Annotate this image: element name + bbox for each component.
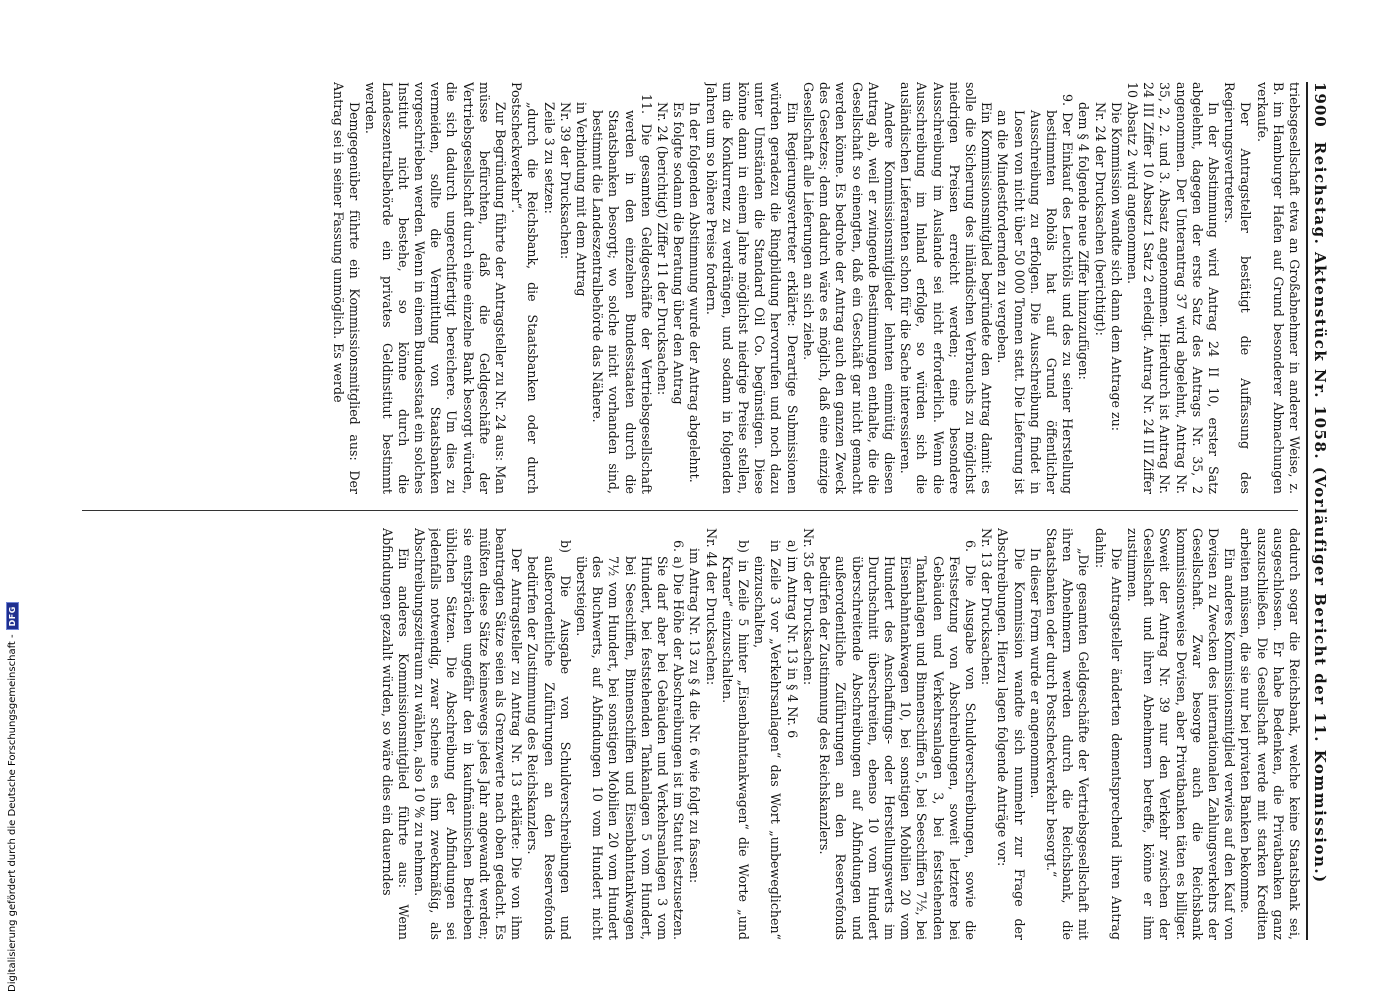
paragraph: a) im Antrag Nr. 13 in § 4 Nr. 6: [784, 540, 800, 739]
paragraph: Zeile 3 zu setzen:: [541, 102, 557, 214]
rotated-page: [76, 82, 1338, 940]
paragraph: Nr. 13 der Drucksachen:: [979, 528, 995, 686]
paragraph: Der Antragsteller bestätigt die Auffassung des Regierungsvertreters.: [1222, 82, 1254, 494]
paragraph: b) Die Ausgabe von Schuldverschreibungen und außerordentliche Zuführungen an den Reservefonds bedürfen der Zustimmung des Reichskanzlers.: [525, 540, 573, 940]
paragraph: Ein Kommissionsmitglied begründete den Antrag damit: es solle die Sicherung des inländischen Verbrauchs zu möglichst niedrigen Preisen erreicht werden; eine besondere Ausschreibung im Auslande sei nicht erforderlich. Wenn die Ausschreibung im Inland erfolge, so würden sich die ausländischen Lieferanten schon für die Sache interessieren.: [898, 82, 995, 494]
paragraph: Zur Begründung führte der Antragsteller zu Nr. 24 aus: Man müsse befürchten, daß die Geldgeschäfte der Vertriebsgesellschaft durch eine einzelne Bank besorgt würden, die sich dadurch ungerechtfertigt bereichere. Um dies zu vermeiden, sollte die Vermittlung von Staatsbanken vorgeschrieben werden. Wenn in einem Bundesstaat ein solches Institut nicht bestehe, so könne durch die Landeszentralbehörde ein privates Geldinstitut bestimmt werden.: [363, 82, 509, 494]
left-column: [80, 82, 1302, 494]
paragraph: In dieser Form wurde er angenommen.: [1027, 548, 1043, 799]
paragraph: Nr. 39 der Drucksachen:: [557, 102, 573, 260]
right-column: [80, 528, 1302, 940]
paragraph: triebsgesellschaft etwa an Großabnehmer in anderer Weise, z. B. im Hamburger Hafen auf Grund besonderer Abmachungen verkaufe.: [1254, 82, 1302, 494]
paragraph: Ein Regierungsvertreter erklärte: Derartige Submissionen würden geradezu die Ringbildung hervorrufen und noch dazu unter Umständen die Standard Oil Co. begünstigen. Diese könne dann in einem Jahre möglichst niedrige Preise stellen, um die Konkurrenz zu verdrängen, und sodann in folgenden Jahren um so höhere Preise fordern.: [703, 82, 800, 494]
page-number: 1900: [1311, 82, 1330, 128]
paragraph: 6. Die Ausgabe von Schuldverschreibungen, sowie die Festsetzung von Abschreibungen, soweit letztere bei Gebäuden und Verkehrsanlagen 3, bei feststehenden Tankanlagen und Binnenschiffen 5, bei Seeschiffen 7½, bei Eisenbahntankwagen 10, bei sonstigen Mobilien 20 vom Hundert des Anschaffungs- oder Herstellungswerts im Durchschnitt überschreiten, ebenso 10 vom Hundert überschreitende Abschreibungen auf Abfindungen und außerordentliche Zuführungen an den Reservefonds bedürfen der Zustimmung des Reichskanzlers.: [817, 540, 978, 940]
paragraph: „durch die Reichsbank, die Staatsbanken oder durch Postscheckverkehr“.: [509, 82, 541, 494]
paragraph: Der Antragsteller zu Antrag Nr. 13 erklärte: Die von ihm beantragten Sätze seien als Grenzwerte nach oben gedacht. Es müßten diese Sätze keineswegs jedes Jahr angewandt werden; sie entsprächen ungefähr den in kaufmännischen Betrieben üblichen Sätzen. Die Abschreibung der Abfindungen sei jedenfalls notwendig, zwar scheine es ihm zweckmäßig, als Abschreibungszeitraum zu wählen, also 10 % zu nehmen.: [412, 528, 525, 940]
paragraph: Ein anderes Kommissionsmitglied verwies auf den Kauf von Devisen zu Zwecken des internationalen Zahlungsverkehrs der Gesellschaft. Zwar besorge auch die Reichsbank kommissionsweise Devisen, aber Privatbanken täten es billiger. Soweit der Antrag Nr. 39 nur den Verkehr zwischen der Gesellschaft und ihren Abnehmern betreffe, könne er ihm zustimmen.: [1124, 528, 1238, 940]
paragraph: Andere Kommissionsmitglieder lehnten einmütig diesen Antrag ab, weil er zwingende Bestimmungen enthalte, die die Gesellschaft so einengten, daß ein Geschäft gar nicht gemacht werden könne. Es bedrohe der Antrag auch den ganzen Zweck des Gesetzes; denn dadurch wäre es möglich, daß eine einzige Gesellschaft alle Lieferungen an sich ziehe.: [800, 82, 897, 494]
paragraph: 11. Die gesamten Geldgeschäfte der Vertriebsgesellschaft werden in den einzelnen Bundesstaaten durch die Staatsbanken besorgt; wo solche nicht vorhanden sind, bestimmt die Landeszentralbehörde das Nähere.: [590, 94, 654, 494]
paragraph: in Zeile 3 vor „Verkehrsanlagen“ das Wort „unbeweglichen“ einzuschalten,: [752, 540, 784, 940]
paragraph: In der folgenden Abstimmung wurde der Antrag abgelehnt.: [687, 102, 703, 483]
paragraph: Ein anderes Kommissionsmitglied führte aus: Wenn Abfindungen gezahlt würden, so wäre dies ein dauerndes: [379, 528, 411, 940]
paragraph: Die Kommission wandte sich nunmehr zur Frage der Abschreibungen. Hierzu lagen folgende Anträge vor:: [995, 528, 1027, 940]
paragraph: In der Abstimmung wird Antrag 24 II 10, erster Satz abgelehnt, dagegen der erste Satz des Antrags Nr. 35, 2 angenommen. Der Unterantrag 37 wird abgelehnt, Antrag Nr. 35, 2, 2. und 3. Absatz angenommen. Hierdurch ist Antrag Nr. 24 III Ziffer 10 Absatz 1 Satz 2 erledigt. Antrag Nr. 24 III Ziffer 10 Absatz 2 wird angenommen.: [1124, 82, 1221, 494]
page-title: Reichstag. Aktenstück Nr. 1058. (Vorläufiger Bericht der 11. Kommission.): [1311, 141, 1330, 884]
paragraph: dem § 4 folgende neue Ziffer hinzuzufügen:: [1076, 102, 1092, 380]
paragraph: 9. Der Einkauf des Leuchtöls und des zu seiner Herstellung bestimmten Rohöls hat auf Grund öffentlicher Ausschreibung zu erfolgen. Die Ausschreibung findet in Losen von nicht über 50 000 Tonnen statt. Die Lieferung ist an die Mindestfordernden zu vergeben.: [995, 94, 1076, 494]
paragraph: Nr. 44 der Drucksachen:: [703, 528, 719, 686]
paragraph: Nr. 35 der Drucksachen:: [800, 528, 816, 686]
column-divider: [82, 510, 1298, 511]
paragraph: „Die gesamten Geldgeschäfte der Vertriebsgesellschaft mit ihren Abnehmern werden durch die Reichsbank, die Staatsbanken oder durch Postscheckverkehr besorgt.“: [1043, 528, 1092, 940]
paragraph: dadurch sogar die Reichsbank, welche keine Staatsbank sei, ausgeschlossen. Er habe Bedenken, die Privatbanken ganz auszuschließen. Die Gesellschaft werde mit starken Krediten arbeiten müssen, die sie nur bei privaten Banken bekomme.: [1238, 528, 1302, 940]
footer-text: Digitalisierung gefördert durch die Deutsche Forschungsgemeinschaft -: [7, 634, 18, 992]
dfg-logo: DFG: [6, 602, 19, 630]
paragraph: Nr. 24 (berichtigt) Ziffer 11 der Drucksachen:: [655, 102, 671, 396]
digitization-footer: [6, 602, 19, 992]
paragraph: Demgegenüber führte ein Kommissionsmitglied aus: Der Antrag sei in seiner Fassung unmöglich. Es werde: [331, 82, 363, 494]
paragraph: im Antrag Nr. 13 zu § 4 die Nr. 6 wie folgt zu fassen:: [687, 548, 703, 884]
paragraph: Die Antragsteller änderten dementsprechend ihren Antrag dahin:: [1092, 528, 1124, 940]
paragraph: b) in Zeile 5 hinter „Eisenbahntankwagen“ die Worte „und Kraner“ einzuschalten.: [719, 540, 752, 940]
paragraph: Nr. 24 der Drucksachen (berichtigt):: [1092, 102, 1108, 336]
paragraph: in Verbindung mit dem Antrag: [574, 102, 590, 297]
paragraph: 6. a) Die Höhe der Abschreibungen ist im Statut festzusetzen. Sie darf aber bei Gebäuden und Verkehrsanlagen 3 vom Hundert, bei feststehenden Tankanlagen 5 vom Hundert, bei Seeschiffen, Binnenschiffen und Eisenbahntankwagen 7½ vom Hundert, bei sonstigen Mobilien 20 vom Hundert des Buchwerts, auf Abfindungen 10 vom Hundert nicht übersteigen.: [574, 540, 687, 940]
header-rule: [1306, 82, 1308, 940]
page-header: [1312, 82, 1338, 940]
paragraph: Es folgte sodann die Beratung über den Antrag: [671, 102, 687, 405]
paragraph: Die Kommission wandte sich dann dem Antrage zu:: [1108, 102, 1124, 431]
